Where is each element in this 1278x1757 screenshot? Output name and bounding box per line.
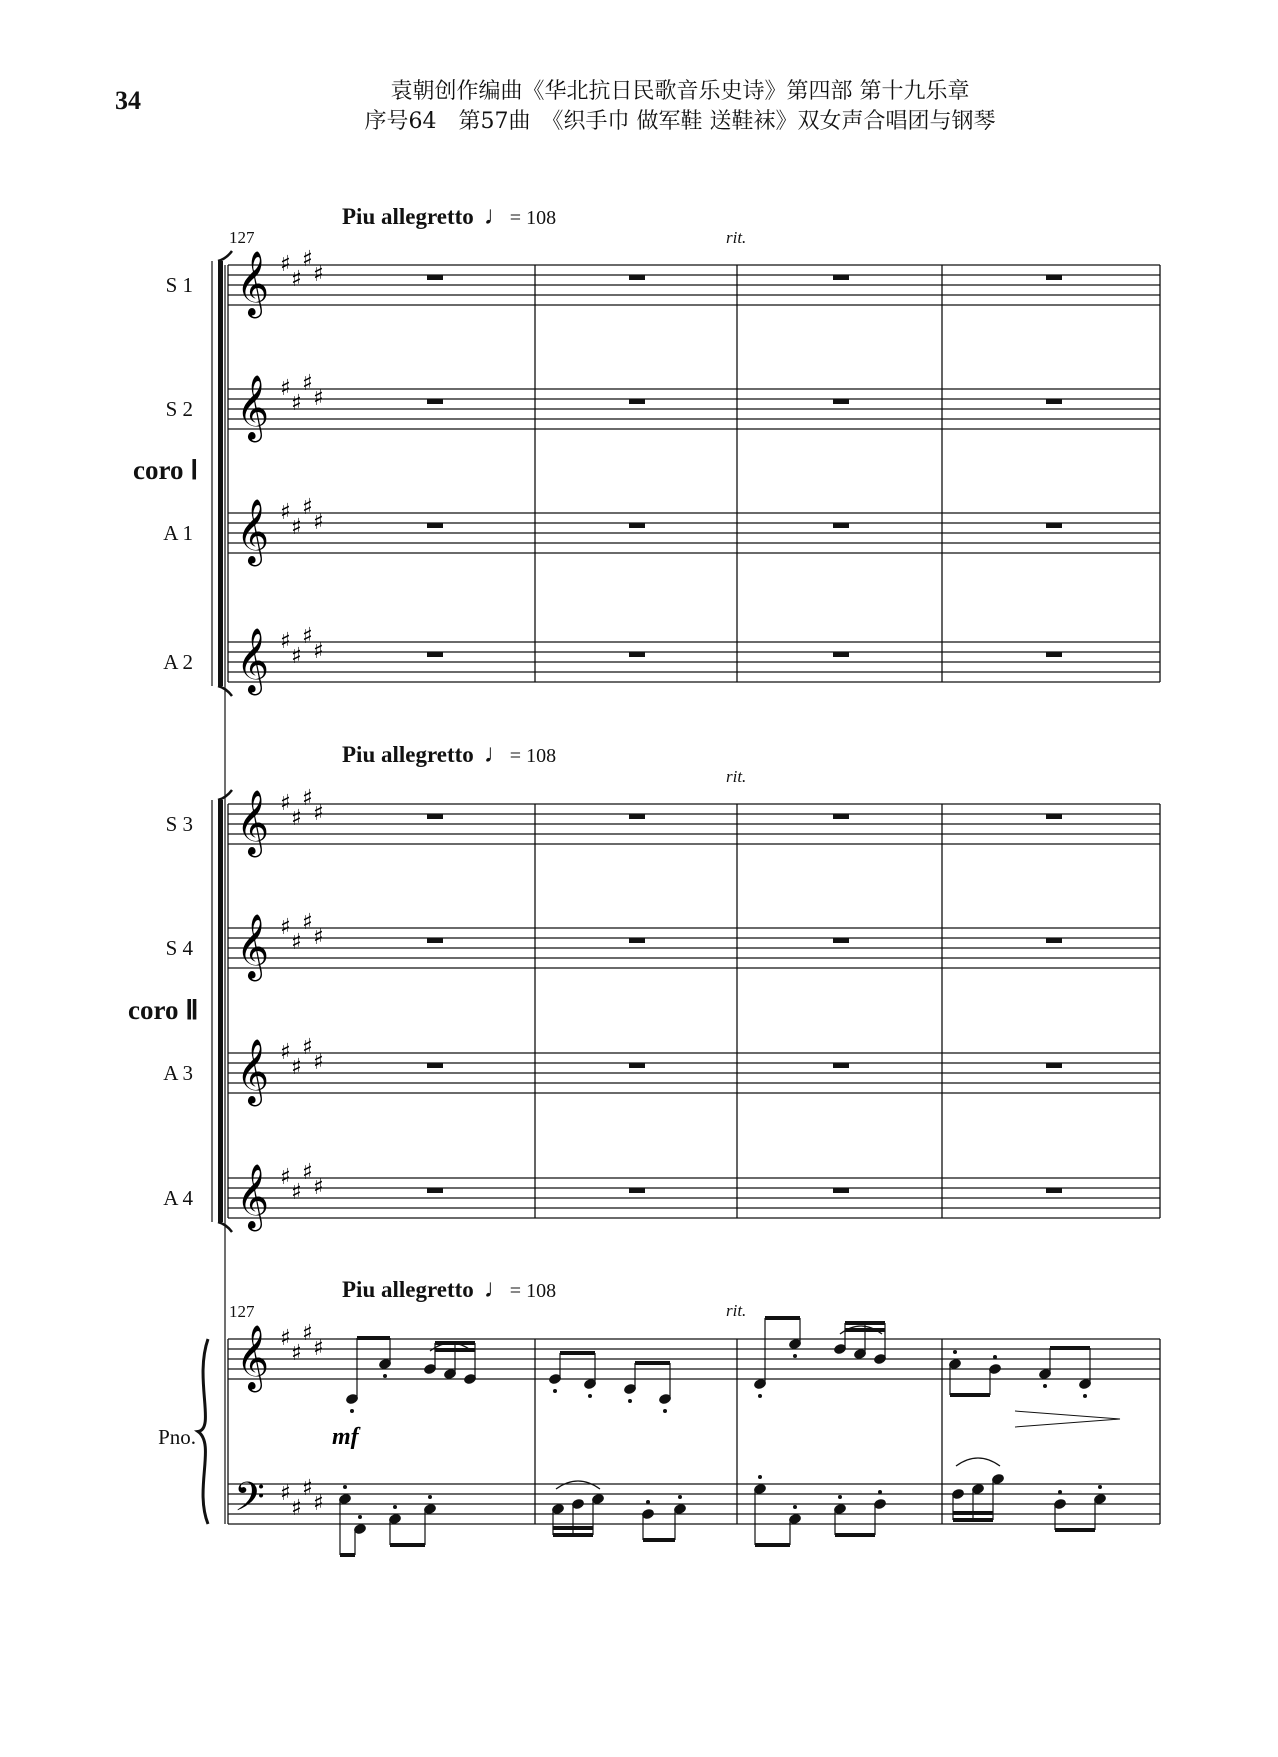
treble-clef-icon: 𝄞 [236,1164,270,1229]
whole-rest-icon [833,938,849,943]
metronome-value: = 108 [509,1280,557,1302]
rit-marking: rit. [726,767,747,786]
sharp-icon: ♯ [302,247,313,272]
whole-rest-icon [629,1063,645,1068]
tempo-text: Piu allegretto [342,742,474,767]
whole-rest-icon [629,938,645,943]
sharp-icon: ♯ [291,806,302,831]
sharp-icon: ♯ [313,1175,324,1200]
whole-rest-icon [833,814,849,819]
dynamic-marking: mf [332,1424,359,1450]
treble-clef-icon: 𝄞 [236,1039,270,1104]
sharp-icon: ♯ [280,1165,291,1190]
sharp-icon: ♯ [291,267,302,292]
metronome-value: = 108 [509,207,557,229]
sharp-icon: ♯ [302,910,313,935]
sharp-icon: ♯ [313,1050,324,1075]
whole-rest-icon [833,399,849,404]
tempo-text: Piu allegretto [342,204,474,229]
choir-label: coro Ⅰ [133,455,199,485]
sharp-icon: ♯ [302,1321,313,1346]
staccato-dot [758,1475,762,1479]
sharp-icon: ♯ [302,371,313,396]
sharp-icon: ♯ [291,1055,302,1080]
page-number: 34 [115,86,141,115]
sharp-icon: ♯ [280,915,291,940]
part-label-piano: Pno. [158,1425,196,1449]
whole-rest-icon [427,1063,443,1068]
sharp-icon: ♯ [280,500,291,525]
staccato-dot [838,1495,842,1499]
treble-clef-icon: 𝄞 [236,499,270,564]
decrescendo-hairpin [1015,1411,1120,1427]
sharp-icon: ♯ [291,391,302,416]
staccato-dot [758,1394,762,1398]
whole-rest-icon [629,1188,645,1193]
sharp-icon: ♯ [291,515,302,540]
staccato-dot [588,1394,592,1398]
sharp-icon: ♯ [280,376,291,401]
whole-rest-icon [1046,1063,1062,1068]
part-label: A 1 [163,521,193,545]
sharp-icon: ♯ [291,1341,302,1366]
staccato-dot [628,1399,632,1403]
whole-rest-icon [833,1063,849,1068]
treble-clef-icon: 𝄞 [236,251,270,316]
whole-rest-icon [427,938,443,943]
whole-rest-icon [427,523,443,528]
sharp-icon: ♯ [291,930,302,955]
sharp-icon: ♯ [313,1491,324,1516]
sharp-icon: ♯ [280,1481,291,1506]
part-label: S 2 [165,397,193,421]
measure-number: 127 [229,228,255,247]
staccato-dot [878,1490,882,1494]
staccato-dot [953,1350,957,1354]
part-label: A 4 [163,1186,193,1210]
sharp-icon: ♯ [302,1476,313,1501]
part-label: A 3 [163,1061,193,1085]
whole-rest-icon [629,523,645,528]
whole-rest-icon [427,1188,443,1193]
sharp-icon: ♯ [302,1035,313,1060]
slur [956,1458,1000,1466]
choir-bracket [218,800,223,1222]
sharp-icon: ♯ [313,801,324,826]
sharp-icon: ♯ [280,1040,291,1065]
rit-marking: rit. [726,1301,747,1320]
header-title-line: 袁朝创作编曲《华北抗日民歌音乐史诗》第四部 第十九乐章 [390,79,970,104]
staccato-dot [678,1495,682,1499]
sharp-icon: ♯ [302,624,313,649]
whole-rest-icon [833,652,849,657]
whole-rest-icon [427,399,443,404]
whole-rest-icon [1046,523,1062,528]
treble-clef-icon: 𝄞 [236,914,270,979]
staccato-dot [428,1495,432,1499]
staccato-dot [1043,1384,1047,1388]
staccato-dot [358,1515,362,1519]
whole-rest-icon [427,652,443,657]
part-label: S 1 [165,273,193,297]
whole-rest-icon [1046,1188,1062,1193]
sharp-icon: ♯ [280,1326,291,1351]
sharp-icon: ♯ [291,1496,302,1521]
staccato-dot [793,1354,797,1358]
staccato-dot [1098,1485,1102,1489]
sharp-icon: ♯ [313,925,324,950]
whole-rest-icon [1046,399,1062,404]
piano-brace [198,1339,208,1524]
staccato-dot [793,1505,797,1509]
whole-rest-icon [833,275,849,280]
sharp-icon: ♯ [302,786,313,811]
whole-rest-icon [1046,275,1062,280]
sharp-icon: ♯ [313,639,324,664]
quarter-note-icon: ♩ [483,201,510,230]
whole-rest-icon [1046,814,1062,819]
whole-rest-icon [427,275,443,280]
treble-clef-icon: 𝄞 [236,790,270,855]
staccato-dot [993,1355,997,1359]
sharp-icon: ♯ [291,1180,302,1205]
sharp-icon: ♯ [302,495,313,520]
whole-rest-icon [629,652,645,657]
quarter-note-icon: ♩ [483,739,510,768]
sharp-icon: ♯ [280,252,291,277]
slur [556,1481,600,1489]
bracket-hook-top [218,251,232,261]
part-label: S 3 [165,812,193,836]
whole-rest-icon [629,275,645,280]
whole-rest-icon [629,814,645,819]
measure-number: 127 [229,1302,255,1321]
sharp-icon: ♯ [313,386,324,411]
sharp-icon: ♯ [313,262,324,287]
header-subtitle-line: 序号64 第57曲 《织手巾 做军鞋 送鞋袜》双女声合唱团与钢琴 [364,109,996,134]
bass-clef-icon: 𝄢 [234,1474,265,1530]
treble-clef-icon: 𝄞 [236,375,270,440]
metronome-value: = 108 [509,745,557,767]
part-label: S 4 [165,936,193,960]
choir-bracket [218,261,223,686]
staccato-dot [383,1374,387,1378]
tempo-text: Piu allegretto [342,1277,474,1302]
whole-rest-icon [1046,652,1062,657]
part-label: A 2 [163,650,193,674]
staccato-dot [646,1500,650,1504]
whole-rest-icon [1046,938,1062,943]
whole-rest-icon [427,814,443,819]
whole-rest-icon [629,399,645,404]
treble-clef-icon: 𝄞 [236,1325,270,1390]
quarter-note-icon: ♩ [483,1274,510,1303]
sharp-icon: ♯ [302,1160,313,1185]
staccato-dot [1083,1394,1087,1398]
whole-rest-icon [833,523,849,528]
staccato-dot [553,1389,557,1393]
sharp-icon: ♯ [313,1336,324,1361]
rit-marking: rit. [726,228,747,247]
sharp-icon: ♯ [291,644,302,669]
staccato-dot [393,1505,397,1509]
whole-rest-icon [833,1188,849,1193]
staccato-dot [350,1409,354,1413]
choir-label: coro Ⅱ [128,995,199,1025]
sharp-icon: ♯ [280,791,291,816]
sharp-icon: ♯ [280,629,291,654]
sharp-icon: ♯ [313,510,324,535]
staccato-dot [663,1409,667,1413]
staccato-dot [343,1485,347,1489]
staccato-dot [1058,1490,1062,1494]
treble-clef-icon: 𝄞 [236,628,270,693]
